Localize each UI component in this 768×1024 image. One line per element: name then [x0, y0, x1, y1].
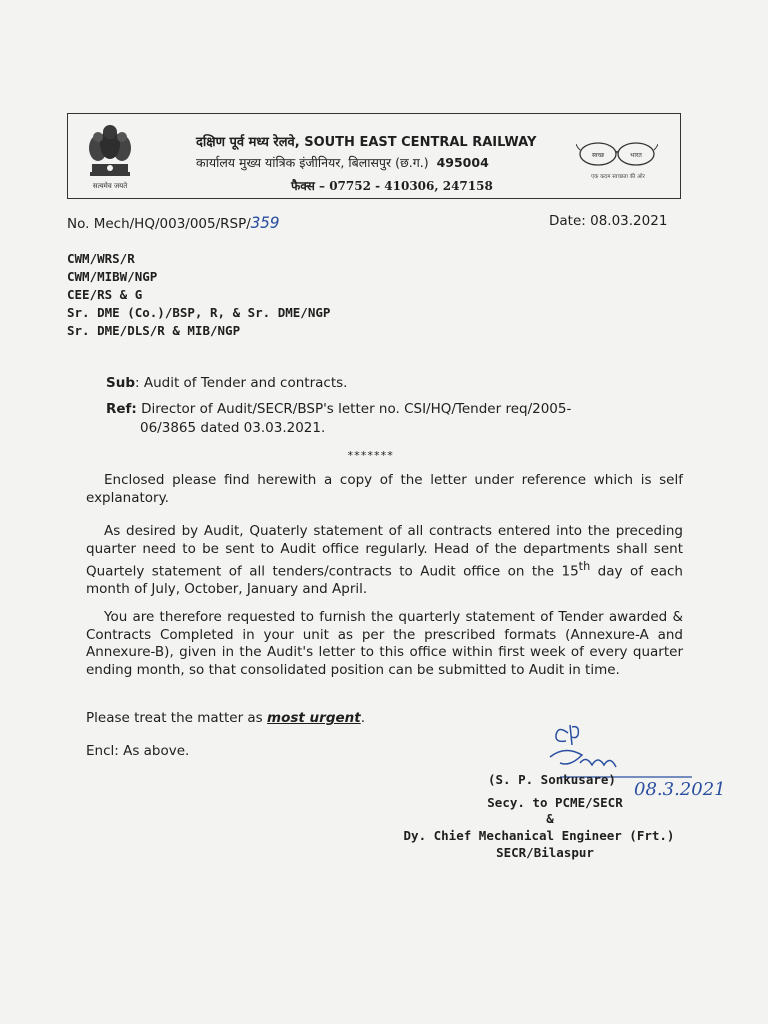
addressee-item: CWM/MIBW/NGP — [67, 269, 158, 284]
addressee-item: CWM/WRS/R — [67, 251, 135, 266]
letter-date: Date: 08.03.2021 — [549, 213, 668, 229]
swachh-word: स्वच्छ — [591, 152, 605, 159]
handwritten-number: 359 — [250, 213, 280, 232]
subject-line — [106, 375, 347, 391]
addressee-item: Sr. DME/DLS/R & MIB/NGP — [67, 323, 241, 338]
subject-text: : Audit of Tender and contracts. — [135, 375, 348, 391]
signatory-conjunction: & — [546, 811, 554, 826]
paragraph-2-text: As desired by Audit, Quaterly statement of all contracts entered into the preceding quarter need to be sent to Audit office regularly. Head of the departments shall sent Quartely statement of all tenders/contracts to Audit office on the 15 — [86, 523, 683, 580]
office-name: कार्यालय मुख्य यांत्रिक इंजीनियर, बिलासपुर (छ.ग.) — [196, 155, 429, 170]
emblem-motto: सत्यमेव जयते — [92, 182, 128, 190]
urgency-text: Please treat the matter as — [86, 710, 268, 726]
signatory-designation-2: Dy. Chief Mechanical Engineer (Frt.) — [403, 828, 675, 843]
bharat-word: भारत — [630, 152, 642, 159]
paragraph-2-text-end: day of each month of July, October, January and April. — [86, 563, 683, 597]
signatory-location: SECR/Bilaspur — [496, 845, 594, 860]
signatory-designation-1: Secy. to PCME/SECR — [487, 795, 623, 810]
letterhead-office — [196, 154, 489, 171]
pin-code: 495004 — [436, 155, 489, 170]
urgency-period: . — [360, 710, 365, 726]
letterhead-title: दक्षिण पूर्व मध्य रेलवे, SOUTH EAST CENTRAL RAILWAY — [196, 135, 537, 150]
paragraph-furnish-statement: You are therefore requested to furnish the quarterly statement of Tender awarded & Contracts Completed in your unit as per the prescribed formats (Annexure-A and Annexure-B), given in the Audit's letter to this office within first week of every quarter ending month, so that consolidated position can be submitted to Audit in time. — [86, 609, 683, 678]
urgency-line — [86, 710, 365, 726]
ordinal-suffix: th — [578, 560, 591, 573]
paragraph-audit-request — [86, 523, 683, 599]
state-emblem-icon — [82, 118, 138, 196]
urgency-emphasis: most urgent — [267, 710, 361, 726]
reference-line — [106, 400, 666, 438]
enclosure-line: Encl: As above. — [86, 743, 190, 759]
reference-text-2: 06/3865 dated 03.03.2021. — [140, 420, 326, 436]
subject-label: Sub — [106, 375, 135, 391]
reference-text-1: Director of Audit/SECR/BSP's letter no. CSI/HQ/Tender req/2005- — [136, 401, 572, 417]
letter-number — [67, 213, 280, 232]
signatory-name: (S. P. Sonkusare) — [488, 772, 616, 787]
paragraph-enclosed: Enclosed please find herewith a copy of the letter under reference which is self explanatory. — [86, 472, 683, 506]
letter-number-prefix: No. Mech/HQ/003/005/RSP/ — [67, 216, 251, 232]
addressee-item: Sr. DME (Co.)/BSP, R, & Sr. DME/NGP — [67, 305, 331, 320]
addressee-list — [67, 250, 330, 340]
addressee-item: CEE/RS & G — [67, 287, 143, 302]
handwritten-date: 08.3.2021 — [634, 779, 726, 800]
letterhead — [67, 113, 681, 199]
reference-label: Ref: — [106, 401, 137, 417]
fax-number: फैक्स – 07752 - 410306, 247158 — [291, 179, 493, 193]
separator: ******* — [347, 449, 394, 462]
swachh-caption: एक कदम स्वच्छता की ओर — [591, 174, 645, 180]
